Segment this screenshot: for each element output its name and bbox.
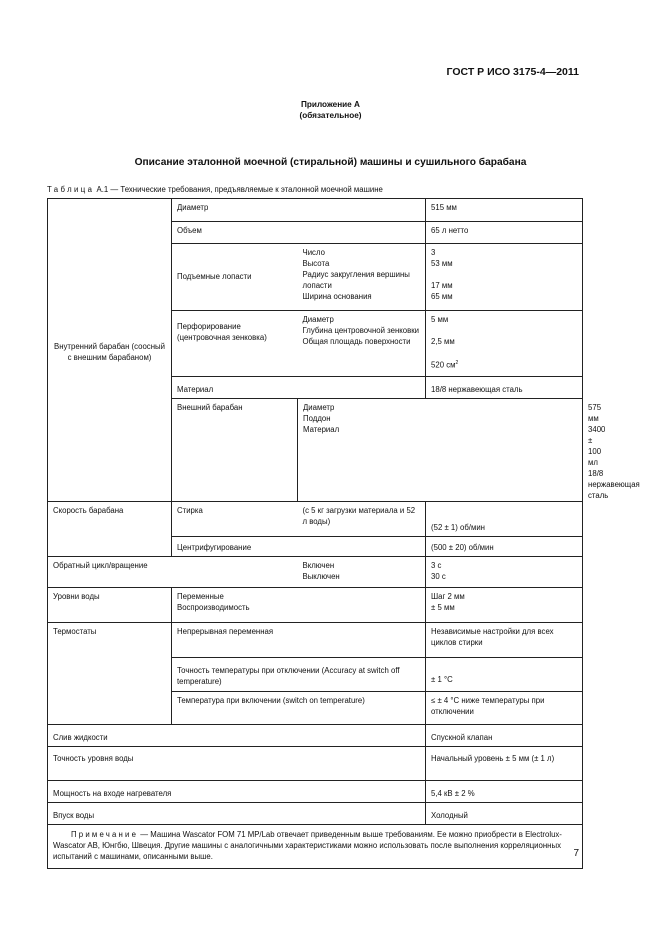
perforation-value: 2,5 мм <box>431 337 455 346</box>
drain-label: Слив жидкости <box>48 725 426 747</box>
lifters-value: 65 мм <box>431 292 453 301</box>
water-levels-params <box>172 588 426 623</box>
lifters-param: Радиус закругления вершины лопасти <box>302 270 410 290</box>
perforation-param: Общая площадь поверхности <box>302 337 411 346</box>
material-label: Материал <box>172 377 426 399</box>
wash-label: Стирка <box>172 502 298 537</box>
water-levels-value: Шаг 2 мм <box>431 592 465 601</box>
reverse-param: Включен <box>302 561 335 570</box>
wash-value: (52 ± 1) об/мин <box>426 502 583 537</box>
table-row <box>48 747 583 781</box>
perforation-value: 5 мм <box>431 315 449 324</box>
diameter-value: 515 мм <box>426 199 583 222</box>
perforation-param: Глубина центровочной зенковки <box>302 326 420 335</box>
heater-value: 5,4 кВ ± 2 % <box>426 781 583 803</box>
lifters-params <box>298 244 426 311</box>
table-row <box>48 502 583 537</box>
water-levels-values <box>426 588 583 623</box>
caption-text: А.1 — Технические требования, предъявляемые к эталонной моечной машине <box>94 185 383 194</box>
volume-value: 65 л нетто <box>426 222 583 244</box>
lifters-label: Подъемные лопасти <box>172 244 298 311</box>
table-row <box>48 199 583 222</box>
outer-drum-label: Внешний барабан <box>172 399 298 502</box>
water-levels-label: Уровни воды <box>48 588 172 623</box>
level-accuracy-label: Точность уровня воды <box>48 747 426 781</box>
document-id: ГОСТ Р ИСО 3175-4—2011 <box>446 66 579 78</box>
thermo-value: Независимые настройки для всех циклов стирки <box>426 623 583 658</box>
reverse-label: Обратный цикл/вращение <box>48 557 298 588</box>
thermostats-label: Термостаты <box>48 623 172 725</box>
water-levels-param: Воспроизводимость <box>177 603 250 612</box>
lifters-value: 17 мм <box>431 281 453 290</box>
outer-params <box>298 399 583 502</box>
table-row <box>48 725 583 747</box>
table-row <box>48 588 583 623</box>
lifters-param: Высота <box>302 259 330 268</box>
outer-param: Материал <box>303 425 340 434</box>
outer-param: Поддон <box>303 414 331 423</box>
perforation-params <box>298 311 426 377</box>
perforation-value: 520 см <box>431 360 456 370</box>
spin-label: Центрифугирование <box>172 537 426 557</box>
outer-param: Диаметр <box>303 403 335 412</box>
thermo-value: ≤ ± 4 °С ниже температуры при отключении <box>426 692 583 725</box>
table-row <box>48 557 583 588</box>
page-number: 7 <box>573 848 579 859</box>
table-note <box>48 825 583 869</box>
appendix-status: (обязательное) <box>299 111 362 120</box>
thermo-param: Температура при включении (switch on temperature) <box>172 692 426 725</box>
table-row <box>48 781 583 803</box>
appendix-heading <box>0 99 661 121</box>
table-row <box>48 825 583 869</box>
inlet-label: Впуск воды <box>48 803 426 825</box>
spin-value: (500 ± 20) об/мин <box>426 537 583 557</box>
wash-note: (с 5 кг загрузки материала и 52 л воды) <box>298 502 426 537</box>
level-accuracy-value: Начальный уровень ± 5 мм (± 1 л) <box>426 747 583 781</box>
thermo-param: Непрерывная переменная <box>172 623 426 658</box>
lifters-value: 3 <box>431 248 436 257</box>
caption-prefix: Таблица <box>47 185 95 194</box>
table-caption <box>47 185 383 194</box>
table-row <box>48 623 583 658</box>
lifters-value: 53 мм <box>431 259 453 268</box>
perforation-area-sup: 2 <box>455 360 459 366</box>
reverse-values <box>426 557 583 588</box>
reverse-value: 3 с <box>431 561 442 570</box>
water-levels-value: ± 5 мм <box>431 603 455 612</box>
perforation-label: Перфорирование (центровочная зенковка) <box>172 311 298 377</box>
reverse-value: 30 с <box>431 572 446 581</box>
appendix-label: Приложение А <box>301 100 360 109</box>
water-levels-param: Переменные <box>177 592 224 601</box>
lifters-param: Число <box>302 248 325 257</box>
inner-drum-label: Внутренний барабан (соосный с внешним барабаном) <box>48 199 172 502</box>
material-value: 18/8 нержавеющая сталь <box>426 377 583 399</box>
heater-label: Мощность на входе нагревателя <box>48 781 426 803</box>
thermo-value: ± 1 °С <box>426 658 583 692</box>
table-row: Внешний барабан Диаметр Поддон Материал 575 мм 3400 ± 100 мл 18/8 нержавеющая сталь <box>48 399 583 502</box>
perforation-area <box>431 358 577 371</box>
lifters-param: Ширина основания <box>302 292 372 301</box>
table-row <box>48 803 583 825</box>
reverse-param: Выключен <box>302 572 340 581</box>
volume-label: Объем <box>172 222 426 244</box>
perforation-param: Диаметр <box>302 315 334 324</box>
lifters-values <box>426 244 583 311</box>
perforation-values <box>426 311 583 377</box>
lifters-value <box>431 269 577 280</box>
inlet-value: Холодный <box>426 803 583 825</box>
thermo-param: Точность температуры при отключении (Accuracy at switch off temperature) <box>172 658 426 692</box>
page-title: Описание эталонной моечной (стиральной) машины и сушильного барабана <box>134 157 527 168</box>
spec-table <box>47 198 640 869</box>
speed-label: Скорость барабана <box>48 502 172 557</box>
diameter-label: Диаметр <box>172 199 426 222</box>
reverse-params <box>298 557 426 588</box>
drain-value: Спускной клапан <box>426 725 583 747</box>
note-text: — Машина Wascator FOM 71 MP/Lab отвечает приведенным выше требованиям. Ее можно приобрести в Electrolux-Wascator AB, Юнгбю, Швеция. Другие машины с аналогичными характеристиками можно использовать после выполнения корреляционных испытаний с машинами, описанными выше. <box>53 830 562 861</box>
note-prefix: Примечание <box>71 830 139 839</box>
